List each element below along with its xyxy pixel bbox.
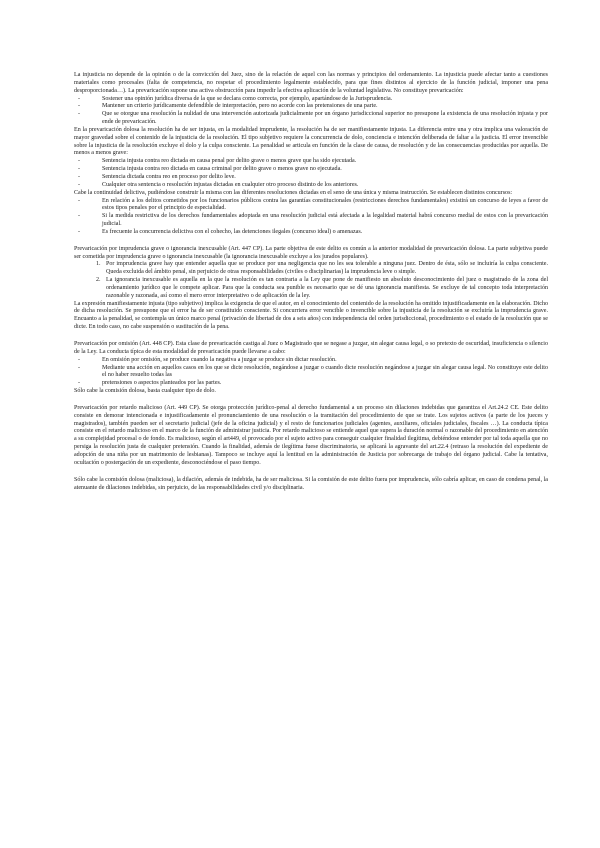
list-item: - Sostener una opinión jurídica diversa de la que se declara como correcta, por ejemplo, apartándose de la Jurisprudencia.: [92, 96, 548, 104]
paragraph-omision: Prevaricación por omisión (Art. 448 CP). Esta clase de prevaricación castiga al Juez o Magistrado que se negase a juzgar, sin alegar causa legal, o so pretexto de oscuridad, insuficiencia o silencio de la Ley. La conducta típica de esta modalidad de prevaricación puede llevarse a cabo:: [74, 341, 548, 355]
paragraph-manifiestamente-injusta: La expresión manifiestamente injusta (tipo subjetivo) implica la exigencia de que el autor, en el conocimiento del contenido de la resolución ha omitido injustificadamente en la elaboración. Dicho de dicha resolución. Se presupone que el error ha de ser constituido consciente. Si concurriera error vencible o invencible sobre la injusticia de la resolución se excluiría la imprudencia grave. Encuanto a la penalidad, se contempla un único marco penal (privación de libertad de dos a seis años) con independencia del orden jurisdiccional, procedimiento o el estado de la resolución que se dicte. En todo caso, no cabe suspensión o sustitución de la pena.: [74, 300, 548, 331]
list-no-prevaricacion: [74, 96, 548, 127]
section-gap: [74, 332, 548, 341]
paragraph-concursos: Cabe la continuidad delictiva, pudiéndose construir la misma con las diferentes resoluciones dictadas en el seno de una única y misma instrucción. Se establecen distintos concursos:: [74, 189, 513, 196]
list-item: - Sentencia injusta contra reo dictada en causa criminal por delito grave o menos grave no ejecutada.: [92, 166, 548, 174]
list-item: 1. Por imprudencia grave hay que entender aquella que se produce por una negligencia que no les sea tolerable a ninguna juez. Dentro de ésta, sólo se incluiría la culpa consciente. Queda excluida del ámbito penal, sin perjuicio de otras responsabilidades (civiles o disciplinarias) la imprudencia leve o simple.: [102, 261, 548, 277]
paragraph-retardo: Prevaricación por retardo malicioso (Art. 449 CP). Se otorga protección jurídico-penal al derecho fundamental a un proceso sin dilaciones indebidas que garantiza el Art.24.2 CE. Este delito consiste en demorar intencionada e injustificadamente el pronunciamiento de una resolución o la tramitación del procedimiento de que se trate. Los sujetos activos (a parte de los jueces y magistrados), también pueden ser el secretario judicial (jefe de la oficina judicial) y el resto de funcionarios judiciales (agentes, auxiliares, oficiales judiciales, fiscales …). La conducta típica consiste en el retardo malicioso en el marco de la función de administrar justicia. Por retardo malicioso se entiende aquel que supera la duración normal o razonable del procedimiento en atención a su complejidad procesal o de fondo. Es malicioso, según el art449, el provocado por el sujeto activo para conseguir cualquier finalidad ilegítima, debiéndose entender por tal toda aquella que no persiga la resolución justa de cualquier pretensión. Cuando la finalidad, además de ilegítima fuese discriminatoria, se aplicará la agravante del art.22.4 (retraso la resolución del expediente de adopción de una niña por un matrimonio de lesbianas). Tampoco se incluye aquí la lentitud en la administración de Justicia por sobrecarga de trabajo del órgano judicial. Cabe la tentativa, ocultación o postergación de un expediente, desconociéndose el paso tiempo.: [74, 404, 548, 466]
section-gap: [74, 237, 548, 246]
list-item: - pretensiones o aspectos planteados por las partes.: [92, 380, 548, 388]
document-body: [74, 72, 548, 492]
list-item: - Mantener un criterio jurídicamente defendible de interpretación, pero no acorde con las pretensiones de una parte.: [92, 103, 548, 111]
list-item: - Si la medida restrictiva de los derechos fundamentales adoptada en una resolución judicial está afectada a la legalidad material habrá concurso medial de estos con la prevaricación judicial.: [92, 213, 548, 229]
paragraph-imprudencia: Prevaricación por imprudencia grave o ignorancia inexcusable (Art. 447 CP). La parte objetiva de este delito es común a la anterior modalidad de prevaricación dolosa. La parte subjetiva puede ser cometida por imprudencia grave o ignorancia inexcusable (la ignorancia inexcusable excluye a los jurados populares).: [74, 245, 548, 260]
list-concursos: [74, 198, 548, 237]
section-gap: [74, 396, 548, 405]
list-item: - En relación a los delitos cometidos por los funcionarios públicos contra las garantías constitucionales (restricciones derechos fundamentales) existirá un concurso de leyes a favor de estos tipos penales por el principio de especialidad.: [92, 198, 548, 214]
paragraph-omision-dolo: Sólo cabe la comisión dolosa, basta cualquier tipo de dolo.: [74, 388, 216, 395]
list-penalidad: [74, 158, 548, 189]
list-item: - En omisión por omisión, se produce cuando la negativa a juzgar se produce sin dictar resolución.: [92, 357, 548, 365]
paragraph-retardo-dolo: Sólo cabe la comisión dolosa (maliciosa), la dilación, además de indebida, ha de ser maliciosa. Si la comisión de este delito fuera por imprudencia, sólo cabría aplicar, en caso de condena penal, la atenuante de dilaciones indebidas, sin perjuicio, de las responsabilidades civil y/o disciplinaria.: [74, 476, 548, 491]
paragraph-intro: La injusticia no depende de la opinión o de la convicción del Juez, sino de la relación de aquel con las normas y principios del ordenamiento. La injusticia puede afectar tanto a cuestiones materiales como procesales (falta de competencia, no respetar el procedimiento legalmente establecido, para que fines distintos al ejercicio de la función judicial, imponer una pena desproporcionada…). La prevaricación supone una activa obstrucción para impedir la efectiva aplicación de la voluntad legislativa. No constituye prevaricación:: [74, 72, 548, 94]
list-omision: [74, 357, 548, 388]
list-item: - Que se otorgue una resolución la nulidad de una intervención autorizada judicialmente por un órgano jurisdiccional superior no presupone la existencia de una resolución injusta y por ende de prevaricación.: [92, 111, 548, 127]
list-item: - Cualquier otra sentencia o resolución injustas dictadas en cualquier otro proceso distinto de los anteriores.: [92, 182, 548, 190]
list-item: - Sentencia injusta contra reo dictada en causa penal por delito grave o menos grave que ha sido ejecutada.: [92, 158, 548, 166]
list-item: - Mediante una acción en aquellos casos en los que se dicte resolución, negándose a juzgar o cuando dicte resolución negándose a juzgar sin alegar causa legal. No constituye este delito el no haber resuelto todas las: [92, 365, 548, 381]
list-item: 2. La ignorancia inexcusable es aquella en la que la resolución es tan contraria a la Ley que pone de manifiesto un absoluto desconocimiento del juez o magistrado de la zona del ordenamiento jurídico que le compete aplicar. Para que la conducta sea punible es necesario que se dé una ignorancia manifiesta. Se excluye de tal concepto toda interpretación razonable y razonada, así como el mero error interpretativo o de aplicación de la ley.: [102, 277, 548, 301]
list-item: - Sentencia dictada contra reo en proceso por delito leve.: [92, 174, 548, 182]
section-gap: [74, 468, 548, 477]
paragraph-dolosa: En la prevaricación dolosa la resolución ha de ser injusta, en la modalidad imprudente, la resolución ha de ser manifiestamente injusta. La diferencia entre una y otra implica una valoración de mayor gravedad sobre el contenido de la injusticia de la resolución. El tipo subjetivo requiere la concurrencia de dolo, conciencia e intención deliberada de faltar a la justicia. El error invencible sobre la injusticia de la resolución excluye el dolo y la culpa consciente. La penalidad se articula en función de la clase de causa, de resolución y de las consecuencias producidas por aquella. De menos a menos grave:: [74, 126, 548, 157]
list-imprudencia: [74, 261, 548, 300]
list-item: - Es frecuente la concurrencia delictiva con el cohecho, las detenciones ilegales (concurso ideal) o amenazas.: [92, 229, 548, 237]
